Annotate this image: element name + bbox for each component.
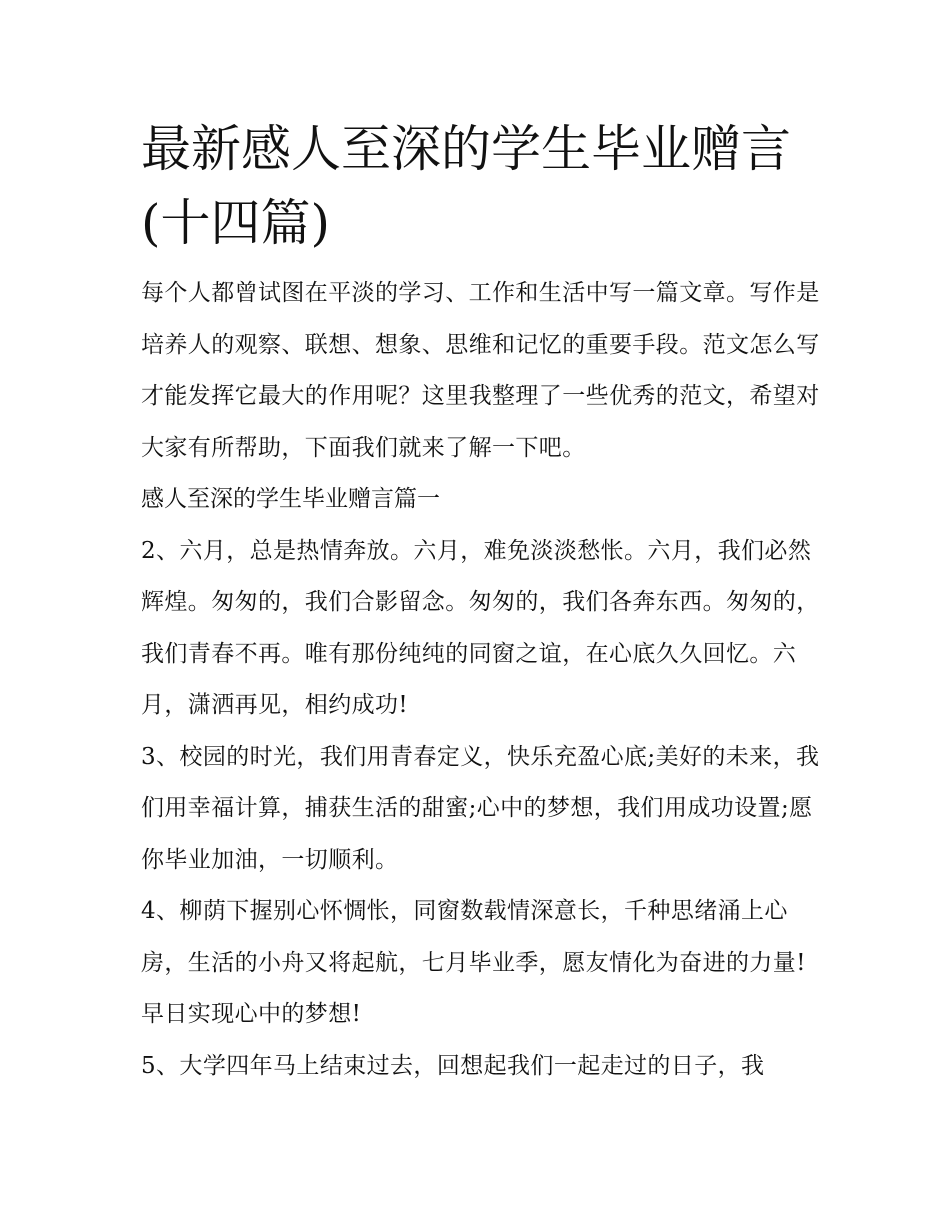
section-heading: 感人至深的学生毕业赠言篇一 [141, 486, 440, 512]
intro-paragraph: 每个人都曾试图在平淡的学习、工作和生活中写一篇文章。写作是培养人的观察、联想、想象、思维和记忆的重要手段。范文怎么写才能发挥它最大的作用呢？这里我整理了一些优秀的范文，希望对大家有所帮助，下面我们就来了解一下吧。 [141, 280, 820, 461]
list-item: 4、柳荫下握别心怀惆怅，同窗数载情深意长，千种思绪涌上心房，生活的小舟又将起航，七月毕业季，愿友情化为奋进的力量!早日实现心中的梦想! [141, 898, 806, 1027]
document-page [141, 112, 821, 1092]
document-body [141, 268, 821, 1092]
list-item: 2、六月，总是热情奔放。六月，难免淡淡愁怅。六月，我们必然辉煌。匆匆的，我们合影留念。匆匆的，我们各奔东西。匆匆的，我们青春不再。唯有那份纯纯的同窗之谊，在心底久久回忆。六月，潇洒再见，相约成功! [141, 537, 820, 718]
list-item: 3、校园的时光，我们用青春定义，快乐充盈心底;美好的未来，我们用幸福计算，捕获生活的甜蜜;心中的梦想，我们用成功设置;愿你毕业加油，一切顺利。 [141, 743, 820, 873]
list-item: 5、大学四年马上结束过去，回想起我们一起走过的日子，我 [141, 1052, 765, 1079]
document-title: 最新感人至深的学生毕业赠言(十四篇) [141, 120, 791, 252]
